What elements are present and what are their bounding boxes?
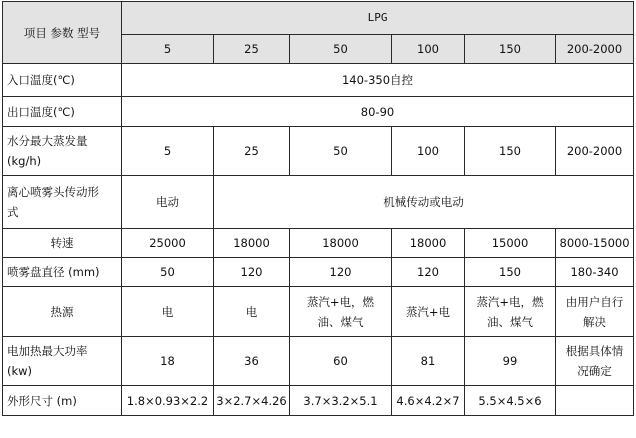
table-cell: 蒸汽+电	[392, 287, 465, 337]
table-cell: 50	[122, 258, 214, 287]
row-label-dimensions: 外形尺寸 (m)	[3, 386, 122, 416]
model-header: 200-2000	[556, 35, 634, 64]
model-header: 5	[122, 35, 214, 64]
table-cell: 180-340	[556, 258, 634, 287]
row-label-speed: 转速	[3, 229, 122, 258]
table-cell: 18000	[392, 229, 465, 258]
table-cell: 120	[290, 258, 392, 287]
table-row	[3, 258, 634, 287]
table-cell: 根据具体情 况确定	[556, 337, 634, 386]
table-cell: 60	[290, 337, 392, 386]
model-header: 25	[214, 35, 290, 64]
table-cell: 3.7×3.2×5.1	[290, 386, 392, 416]
table-cell: 18000	[214, 229, 290, 258]
model-header: 100	[392, 35, 465, 64]
inlet-temp-value: 140-350自控	[122, 64, 634, 97]
table-cell: 5.5×4.5×6	[465, 386, 556, 416]
table-row	[3, 229, 634, 258]
model-header: 50	[290, 35, 392, 64]
row-label-heat-source: 热源	[3, 287, 122, 337]
table-cell: 1.8×0.93×2.2	[122, 386, 214, 416]
table-cell: 18	[122, 337, 214, 386]
outlet-temp-value: 80-90	[122, 97, 634, 127]
table-row	[3, 337, 634, 386]
row-label-outlet-temp: 出口温度(℃)	[3, 97, 122, 127]
table-row	[3, 127, 634, 176]
table-cell: 81	[392, 337, 465, 386]
table-cell: 15000	[465, 229, 556, 258]
row-label-drive: 离心喷雾头传动形 式	[3, 176, 122, 229]
table-cell: 25	[214, 127, 290, 176]
table-cell: 99	[465, 337, 556, 386]
table-cell: 120	[214, 258, 290, 287]
table-cell: 4.6×4.2×7	[392, 386, 465, 416]
table-cell: 由用户自行 解决	[556, 287, 634, 337]
spec-table	[2, 1, 634, 416]
table-cell: 50	[290, 127, 392, 176]
row-label-inlet-temp: 入口温度(℃)	[3, 64, 122, 97]
table-row	[3, 176, 634, 229]
drive-rest-value: 机械传动或电动	[214, 176, 634, 229]
table-cell: 8000-15000	[556, 229, 634, 258]
table-cell: 100	[392, 127, 465, 176]
table-cell: 3×2.7×4.26	[214, 386, 290, 416]
model-header: 150	[465, 35, 556, 64]
corner-header: 项目 参数 型号	[3, 2, 122, 64]
table-cell: 18000	[290, 229, 392, 258]
table-row	[3, 386, 634, 416]
table-cell: 150	[465, 258, 556, 287]
table-cell: 120	[392, 258, 465, 287]
table-cell: 电动	[122, 176, 214, 229]
row-label-disc-diameter: 喷雾盘直径 (mm)	[3, 258, 122, 287]
row-label-evaporation: 水分最大蒸发量 (kg/h)	[3, 127, 122, 176]
table-row	[3, 97, 634, 127]
row-label-max-power: 电加热最大功率 (kw)	[3, 337, 122, 386]
header-row-1	[3, 2, 634, 35]
table-cell: 电	[214, 287, 290, 337]
table-cell: 蒸汽+电，燃 油、煤气	[465, 287, 556, 337]
table-cell: 蒸汽+电，燃 油、煤气	[290, 287, 392, 337]
table-cell: 150	[465, 127, 556, 176]
table-cell: 200-2000	[556, 127, 634, 176]
table-cell: 电	[122, 287, 214, 337]
table-row	[3, 64, 634, 97]
model-group-header: LPG	[122, 2, 634, 35]
table-cell: 36	[214, 337, 290, 386]
table-cell	[556, 386, 634, 416]
table-row	[3, 287, 634, 337]
table-cell: 5	[122, 127, 214, 176]
table-cell: 25000	[122, 229, 214, 258]
